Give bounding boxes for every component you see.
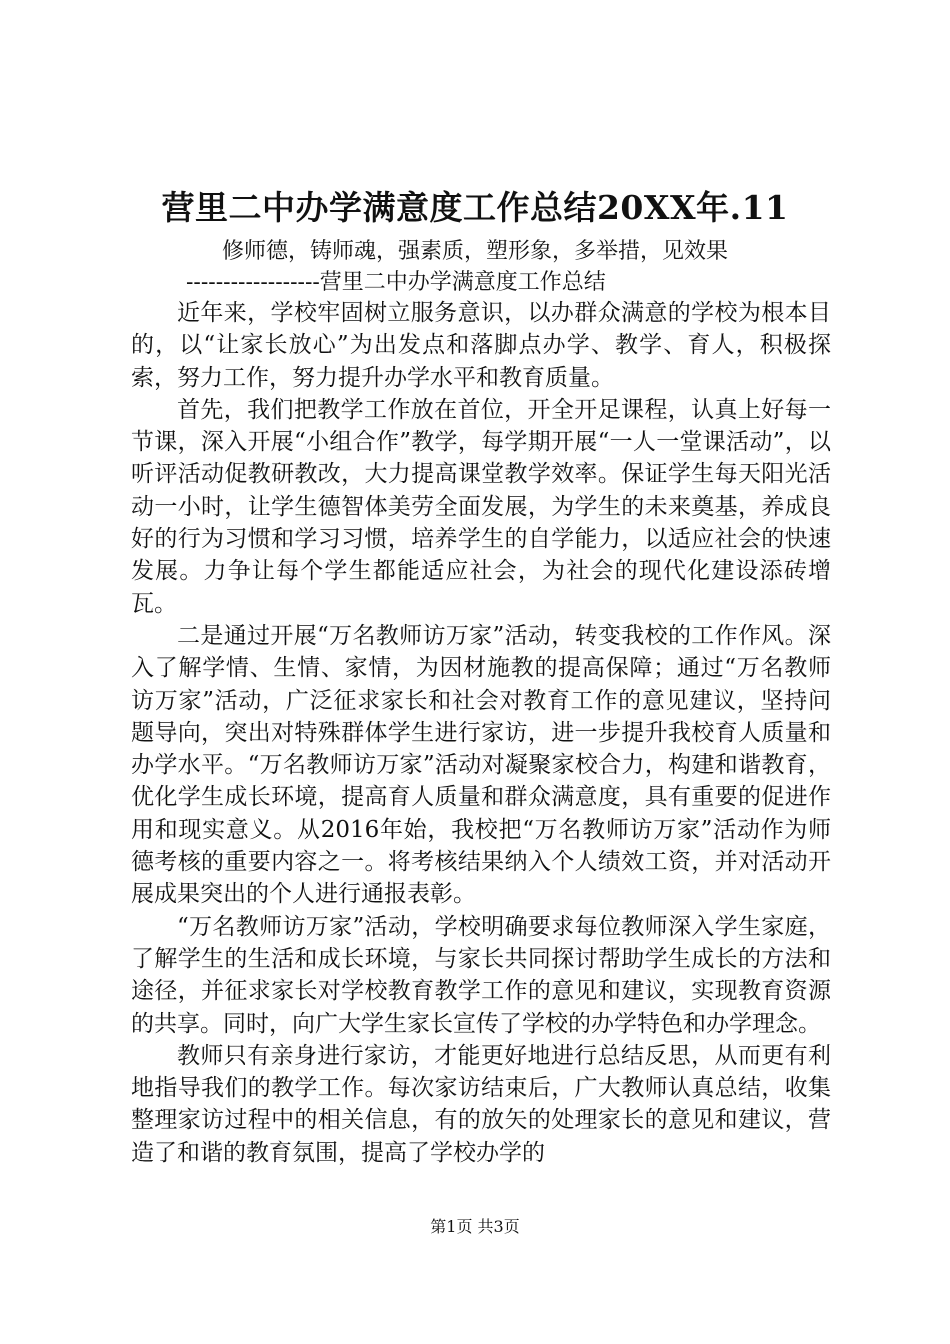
paragraph: 近年来，学校牢固树立服务意识，以办群众满意的学校为根本目的，以“让家长放心”为出发点和落脚点办学、教学、育人，积极探索，努力工作，努力提升办学水平和教育质量。 xyxy=(131,300,831,391)
document-body xyxy=(131,297,831,1169)
paragraph: “万名教师访万家”活动，学校明确要求每位教师深入学生家庭，了解学生的生活和成长环境，与家长共同探讨帮助学生成长的方法和途径，并征求家长对学校教育教学工作的意见和建议，实现教育资源的共享。同时，向广大学生家长宣传了学校的办学特色和办学理念。 xyxy=(131,913,831,1037)
paragraph: 二是通过开展“万名教师访万家”活动，转变我校的工作作风。深入了解学情、生情、家情，为因材施教的提高保障；通过“万名教师访万家”活动，广泛征求家长和社会对教育工作的意见建议，坚持问题导向，突出对特殊群体学生进行家访，进一步提升我校育人质量和办学水平。“万名教师访万家”活动对凝聚家校合力，构建和谐教育，优化学生成长环境，提高育人质量和群众满意度，具有重要的促进作用和现实意义。从2016年始，我校把“万名教师访万家”活动作为师德考核的重要内容之一。将考核结果纳入个人绩效工资，并对活动开展成果突出的个人进行通报表彰。 xyxy=(131,622,831,908)
document-title: 营里二中办学满意度工作总结20XX年.11 xyxy=(161,188,789,227)
paragraph: 首先，我们把教学工作放在首位，开全开足课程，认真上好每一节课，深入开展“小组合作”教学，每学期开展“一人一堂课活动”，以听评活动促教研教改，大力提高课堂教学效率。保证学生每天阳光活动一小时，让学生德智体美劳全面发展，为学生的未来奠基，养成良好的行为习惯和学习习惯，培养学生的自学能力，以适应社会的快速发展。力争让每个学生都能适应社会，为社会的现代化建设添砖增瓦。 xyxy=(131,396,831,617)
paragraph: 教师只有亲身进行家访，才能更好地进行总结反思，从而更有利地指导我们的教学工作。每次家访结束后，广大教师认真总结，收集整理家访过程中的相关信息，有的放矢的处理家长的意见和建议，营造了和谐的教育氛围，提高了学校办学的 xyxy=(131,1042,831,1166)
document-byline: ------------------营里二中办学满意度工作总结 xyxy=(186,270,606,295)
page-number-footer: 第1页 共3页 xyxy=(430,1217,520,1236)
document-subtitle: 修师德，铸师魂，强素质，塑形象，多举措，见效果 xyxy=(221,239,728,264)
